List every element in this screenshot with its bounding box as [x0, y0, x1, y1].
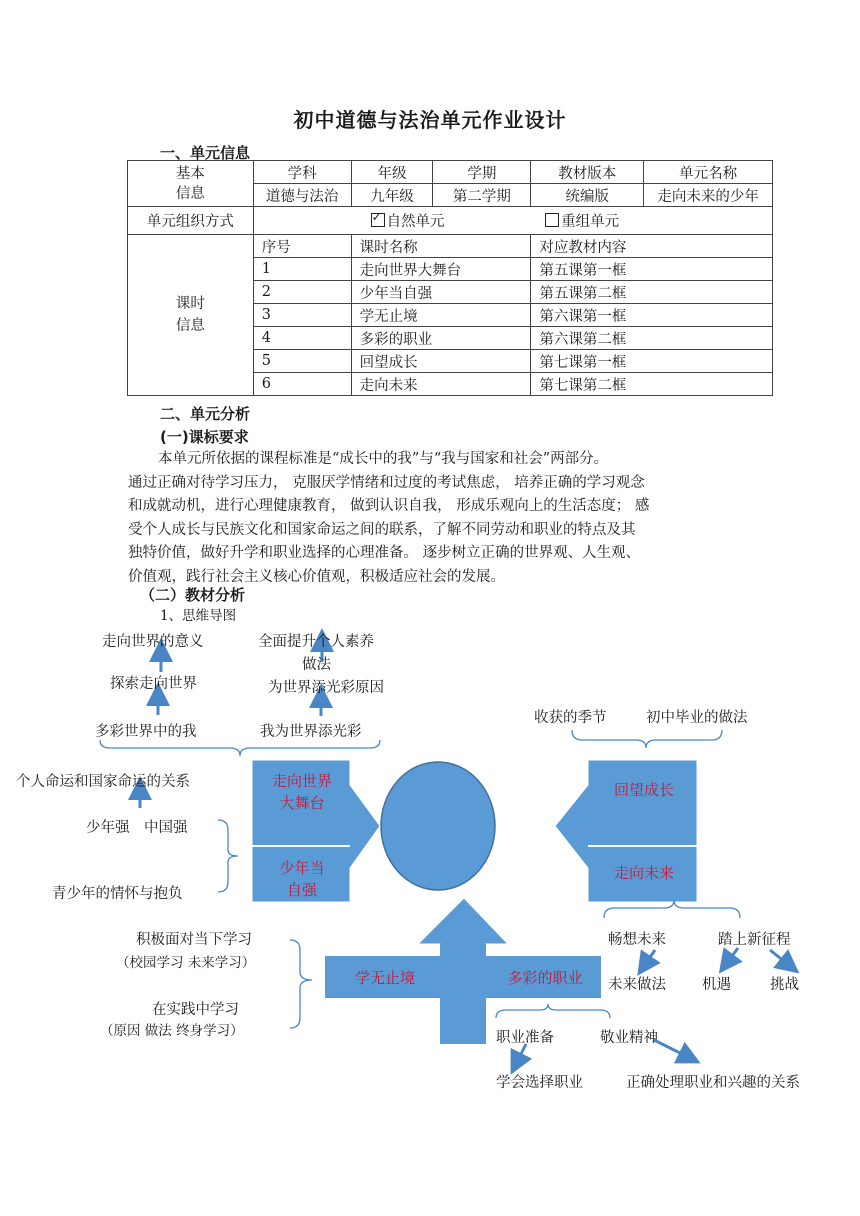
- node-harvest-season: 收获的季节: [534, 710, 607, 726]
- node-add-color: 我为世界添光彩: [260, 724, 362, 740]
- box-endless-learning: 学无止境: [354, 969, 415, 987]
- node-future-way: 未来做法: [608, 977, 666, 993]
- node-face-study: 积极面对当下学习: [136, 932, 252, 948]
- node-practice: 在实践中学习: [152, 1002, 239, 1018]
- box-strong-youth: 少年当 自强: [279, 859, 325, 899]
- node-fate-relation: 个人命运和国家命运的关系: [16, 774, 190, 790]
- doc-title: 初中道德与法治单元作业设计: [293, 108, 567, 132]
- lesson-no: 4: [253, 327, 351, 350]
- lesson-content: 第六课第一框: [531, 304, 773, 327]
- lesson-content: 第七课第一框: [531, 350, 773, 373]
- value-edition: 统编版: [531, 184, 644, 207]
- para-line: 本单元所依据的课程标准是“成长中的我”与“我与国家和社会”两部分。: [158, 451, 609, 467]
- node-opportunity: 机遇: [702, 977, 731, 993]
- node-new-journey: 踏上新征程: [718, 932, 791, 948]
- node-career-prep: 职业准备: [496, 1030, 554, 1046]
- value-subject: 道德与法治: [253, 184, 351, 207]
- node-challenge: 挑战: [770, 977, 799, 993]
- sub-curriculum: (一)课标要求: [160, 428, 249, 446]
- lesson-content: 第六课第二框: [531, 327, 773, 350]
- para-line: 受个人成长与民族文化和国家命运之间的联系，了解不同劳动和职业的特点及其: [128, 521, 636, 538]
- natural-unit-label: 自然单元: [386, 214, 445, 230]
- section-unit-analysis: 二、单元分析: [160, 405, 251, 423]
- lesson-header-no: 序号: [253, 235, 351, 258]
- mindmap-caption: 1、思维导图: [160, 608, 237, 624]
- center-circle: [381, 762, 495, 890]
- node-method: 做法: [302, 657, 331, 673]
- lesson-name: 少年当自强: [351, 281, 531, 304]
- lesson-content: 第五课第二框: [531, 281, 773, 304]
- header-semester: 学期: [433, 161, 531, 184]
- box-review-growth: 回望成长: [613, 781, 674, 799]
- lesson-no: 3: [253, 304, 351, 327]
- node-reasons: （原因 做法 终身学习）: [100, 1023, 244, 1039]
- node-improve-quality: 全面提升个人素养: [258, 634, 374, 650]
- box-go-future: 走向未来: [613, 864, 674, 882]
- section-unit-info: 一、单元信息: [160, 144, 251, 162]
- lesson-content: 第五课第一框: [531, 258, 773, 281]
- node-reason: 为世界添光彩原因: [268, 680, 384, 696]
- node-imagine-future: 畅想未来: [608, 932, 666, 948]
- sub-textbook-analysis: （二）教材分析: [140, 586, 246, 604]
- node-me-in-world: 多彩世界中的我: [95, 724, 197, 740]
- box-colorful-career: 多彩的职业: [507, 969, 583, 987]
- lesson-no: 6: [253, 373, 351, 396]
- lesson-name: 学无止境: [351, 304, 531, 327]
- node-career-interest: 正确处理职业和兴趣的关系: [626, 1075, 800, 1091]
- header-subject: 学科: [253, 161, 351, 184]
- lesson-no: 5: [253, 350, 351, 373]
- para-line: 和成就动机，进行心理健康教育， 做到认识自我， 形成乐观向上的生活态度； 感: [128, 498, 650, 514]
- lesson-name: 多彩的职业: [351, 327, 531, 350]
- node-explore-world: 探索走向世界: [110, 676, 197, 692]
- lesson-name: 走向世界大舞台: [351, 258, 531, 281]
- para-line: 通过正确对待学习压力， 克服厌学情绪和过度的考试焦虑， 培养正确的学习观念: [128, 474, 645, 491]
- lesson-no: 2: [253, 281, 351, 304]
- node-strong-china: 少年强 中国强: [86, 820, 188, 836]
- lesson-info-label: 课时 信息: [128, 235, 254, 396]
- regroup-unit-label: 重组单元: [561, 214, 620, 230]
- value-semester: 第二学期: [433, 184, 531, 207]
- value-unit-name: 走向未来的少年: [644, 184, 773, 207]
- org-label: 单元组织方式: [128, 207, 254, 235]
- header-edition: 教材版本: [531, 161, 644, 184]
- node-choose-career: 学会选择职业: [496, 1075, 583, 1091]
- node-campus-study: （校园学习 未来学习）: [116, 955, 256, 971]
- header-grade: 年级: [351, 161, 433, 184]
- para-line: 价值观，践行社会主义核心价值观，积极适应社会的发展。: [128, 568, 505, 585]
- node-dedication: 敬业精神: [600, 1030, 658, 1046]
- header-unit-name: 单元名称: [644, 161, 773, 184]
- basic-info-label: 基本 信息: [128, 161, 254, 207]
- lesson-content: 第七课第二框: [531, 373, 773, 396]
- value-grade: 九年级: [351, 184, 433, 207]
- node-world-meaning: 走向世界的意义: [102, 634, 204, 650]
- lesson-name: 走向未来: [351, 373, 531, 396]
- lesson-header-content: 对应教材内容: [531, 235, 773, 258]
- lesson-no: 1: [253, 258, 351, 281]
- node-graduation: 初中毕业的做法: [646, 710, 748, 726]
- lesson-header-name: 课时名称: [351, 235, 531, 258]
- node-youth-feeling: 青少年的情怀与抱负: [52, 886, 183, 902]
- lesson-name: 回望成长: [351, 350, 531, 373]
- box-world-stage: 走向世界 大舞台: [271, 772, 332, 812]
- para-line: 独特价值，做好升学和职业选择的心理准备。 逐步树立正确的世界观、人生观、: [128, 545, 641, 561]
